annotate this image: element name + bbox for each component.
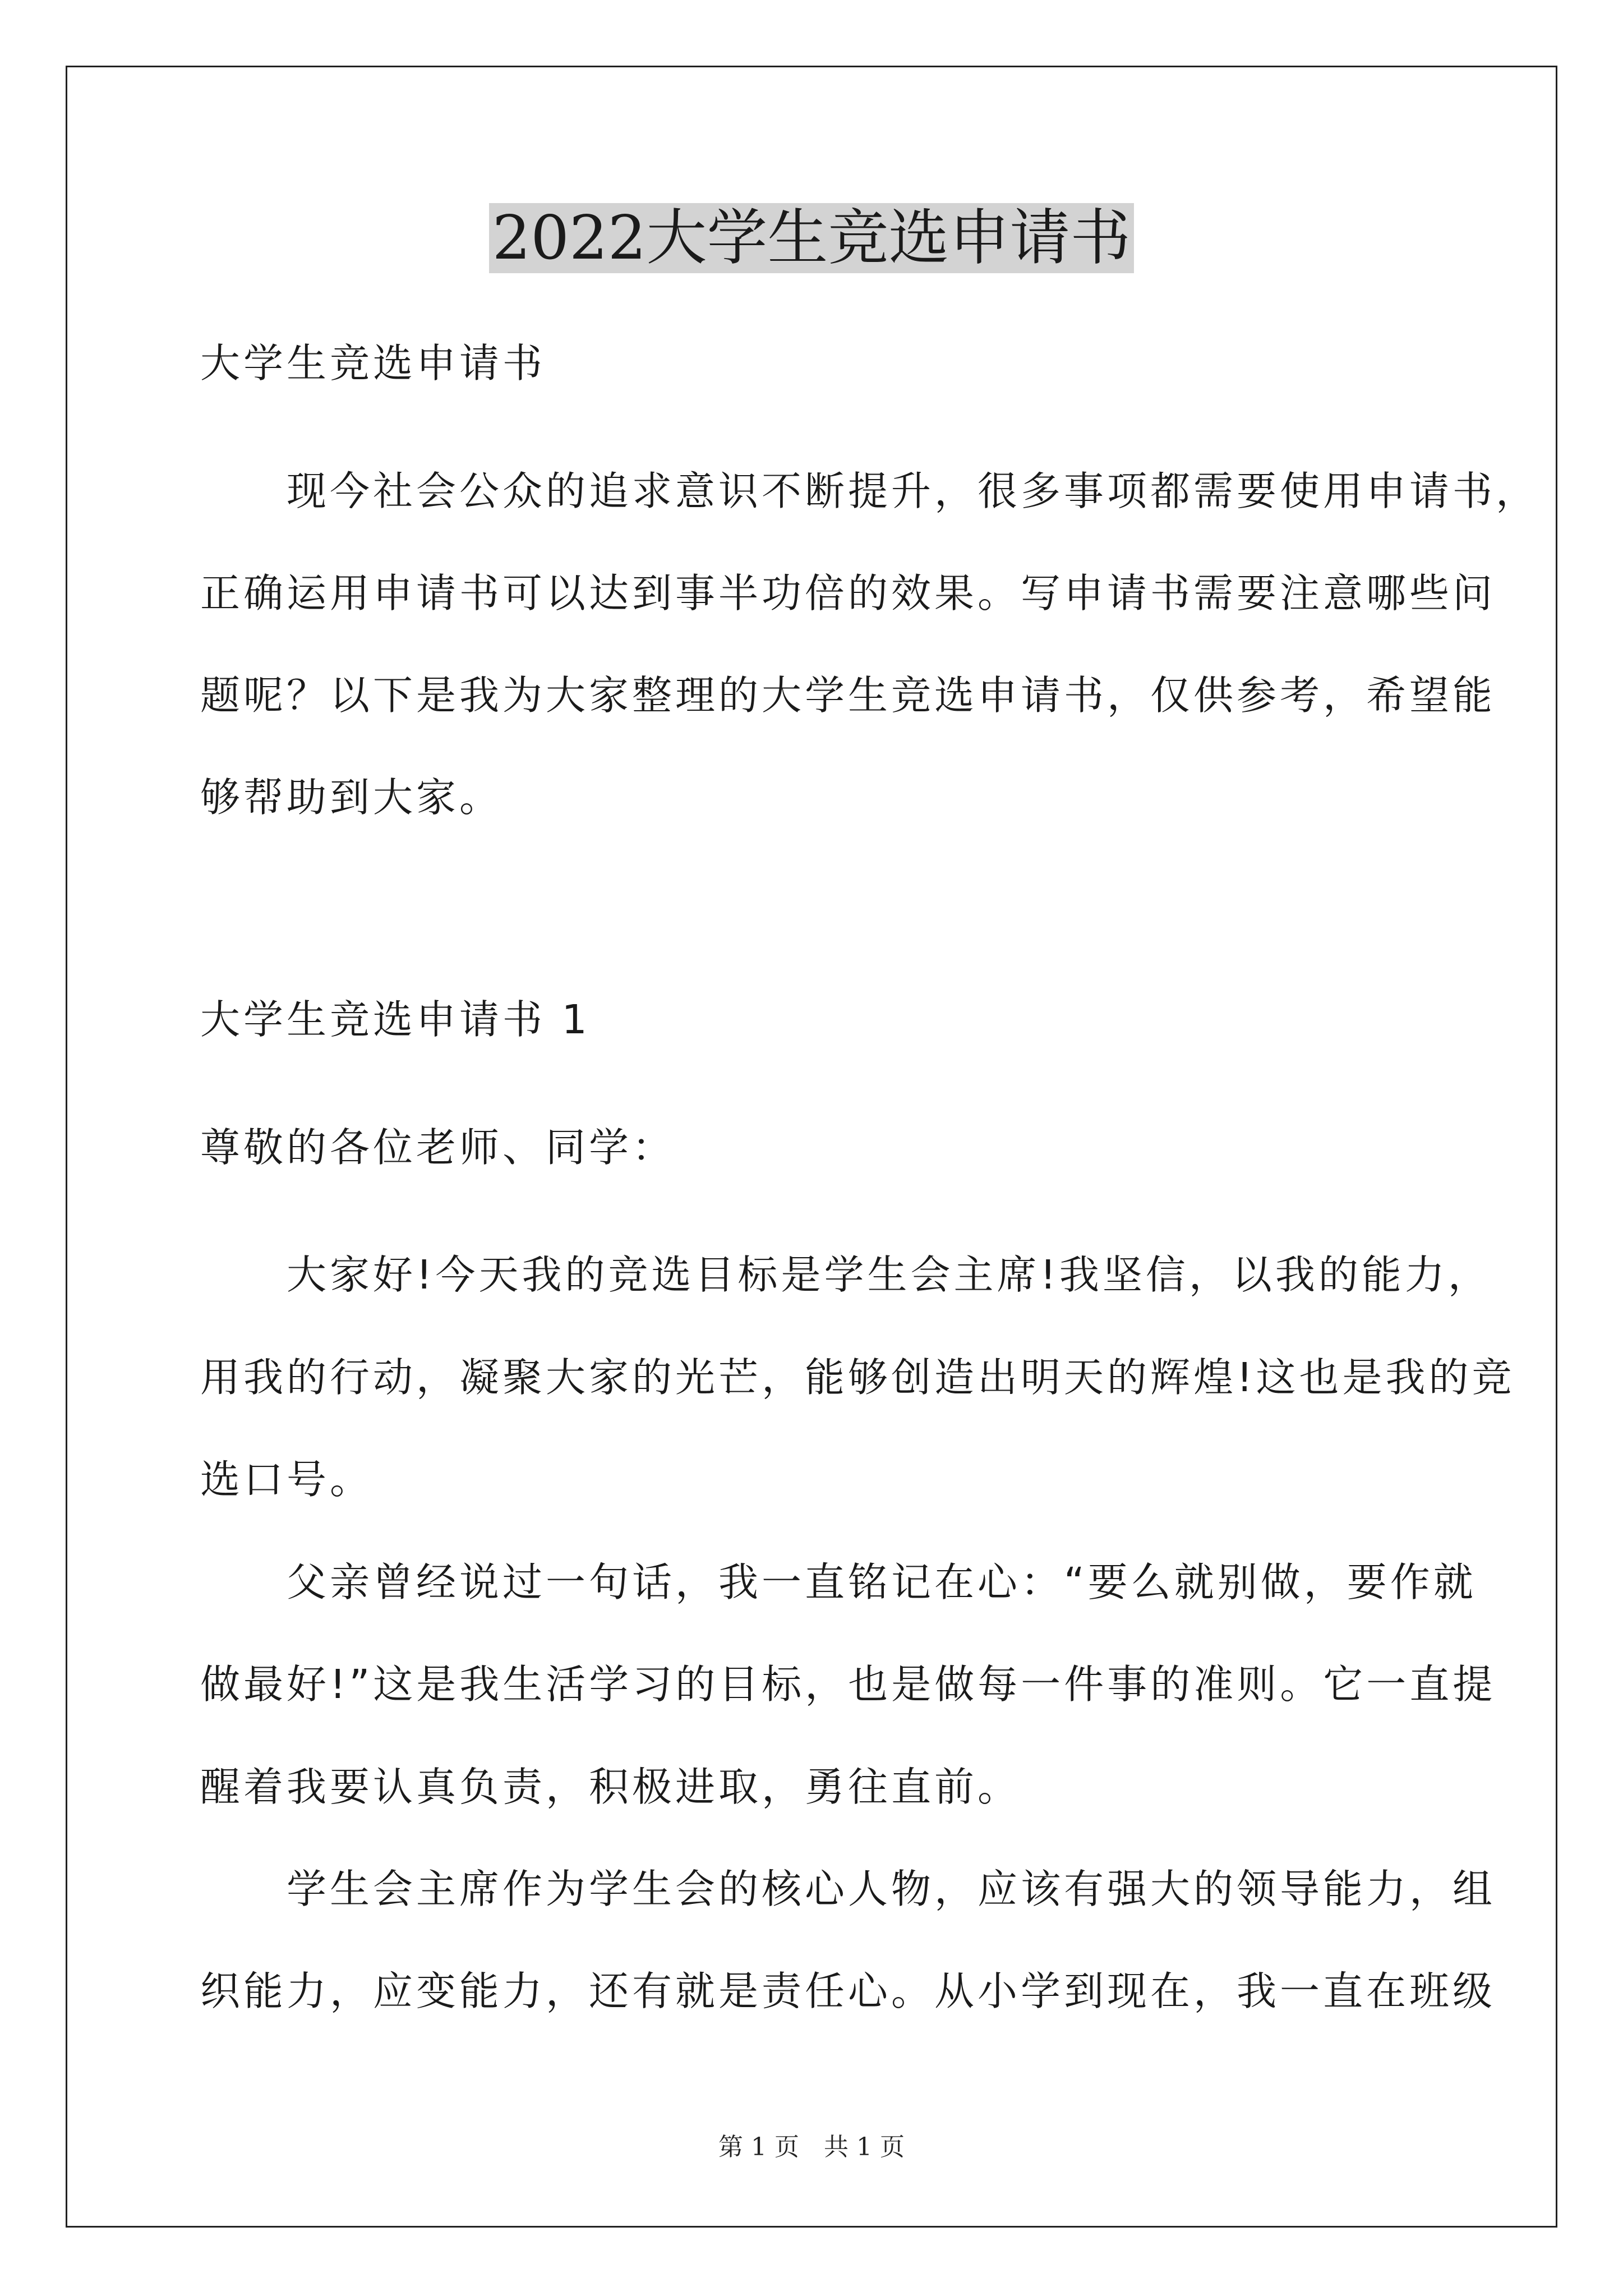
paragraph-line: 织能力，应变能力，还有就是责任心。从小学到现在，我一直在班级 — [200, 1968, 1496, 2014]
paragraph-line: 用我的行动，凝聚大家的光芒，能够创造出明天的辉煌!这也是我的竞 — [200, 1354, 1515, 1401]
paragraph-line: 选口号。 — [200, 1456, 374, 1503]
document-title: 2022大学生竞选申请书 — [0, 199, 1623, 278]
paragraph-line: 父亲曾经说过一句话，我一直铭记在心：“要么就别做，要作就 — [200, 1559, 1477, 1605]
paragraph-line: 做最好!”这是我生活学习的目标，也是做每一件事的准则。它一直提 — [200, 1661, 1496, 1708]
paragraph-line: 学生会主席作为学生会的核心人物，应该有强大的领导能力，组 — [200, 1866, 1496, 1912]
paragraph-line: 够帮助到大家。 — [200, 774, 503, 821]
paragraph-line: 醒着我要认真负责，积极进取，勇往直前。 — [200, 1764, 1021, 1810]
salutation: 尊敬的各位老师、同学： — [200, 1124, 676, 1171]
paragraph-line: 现今社会公众的追求意识不断提升，很多事项都需要使用申请书， — [200, 468, 1539, 514]
section-heading: 大学生竞选申请书 1 — [200, 996, 591, 1043]
page-footer: 第 1 页 共 1 页 — [718, 2133, 905, 2161]
paragraph-line: 题呢？以下是我为大家整理的大学生竞选申请书，仅供参考，希望能 — [200, 672, 1496, 719]
paragraph-line: 大家好!今天我的竞选目标是学生会主席!我坚信，以我的能力， — [200, 1251, 1491, 1298]
section-heading: 大学生竞选申请书 — [200, 340, 546, 386]
paragraph-line: 正确运用申请书可以达到事半功倍的效果。写申请书需要注意哪些问 — [200, 570, 1496, 616]
